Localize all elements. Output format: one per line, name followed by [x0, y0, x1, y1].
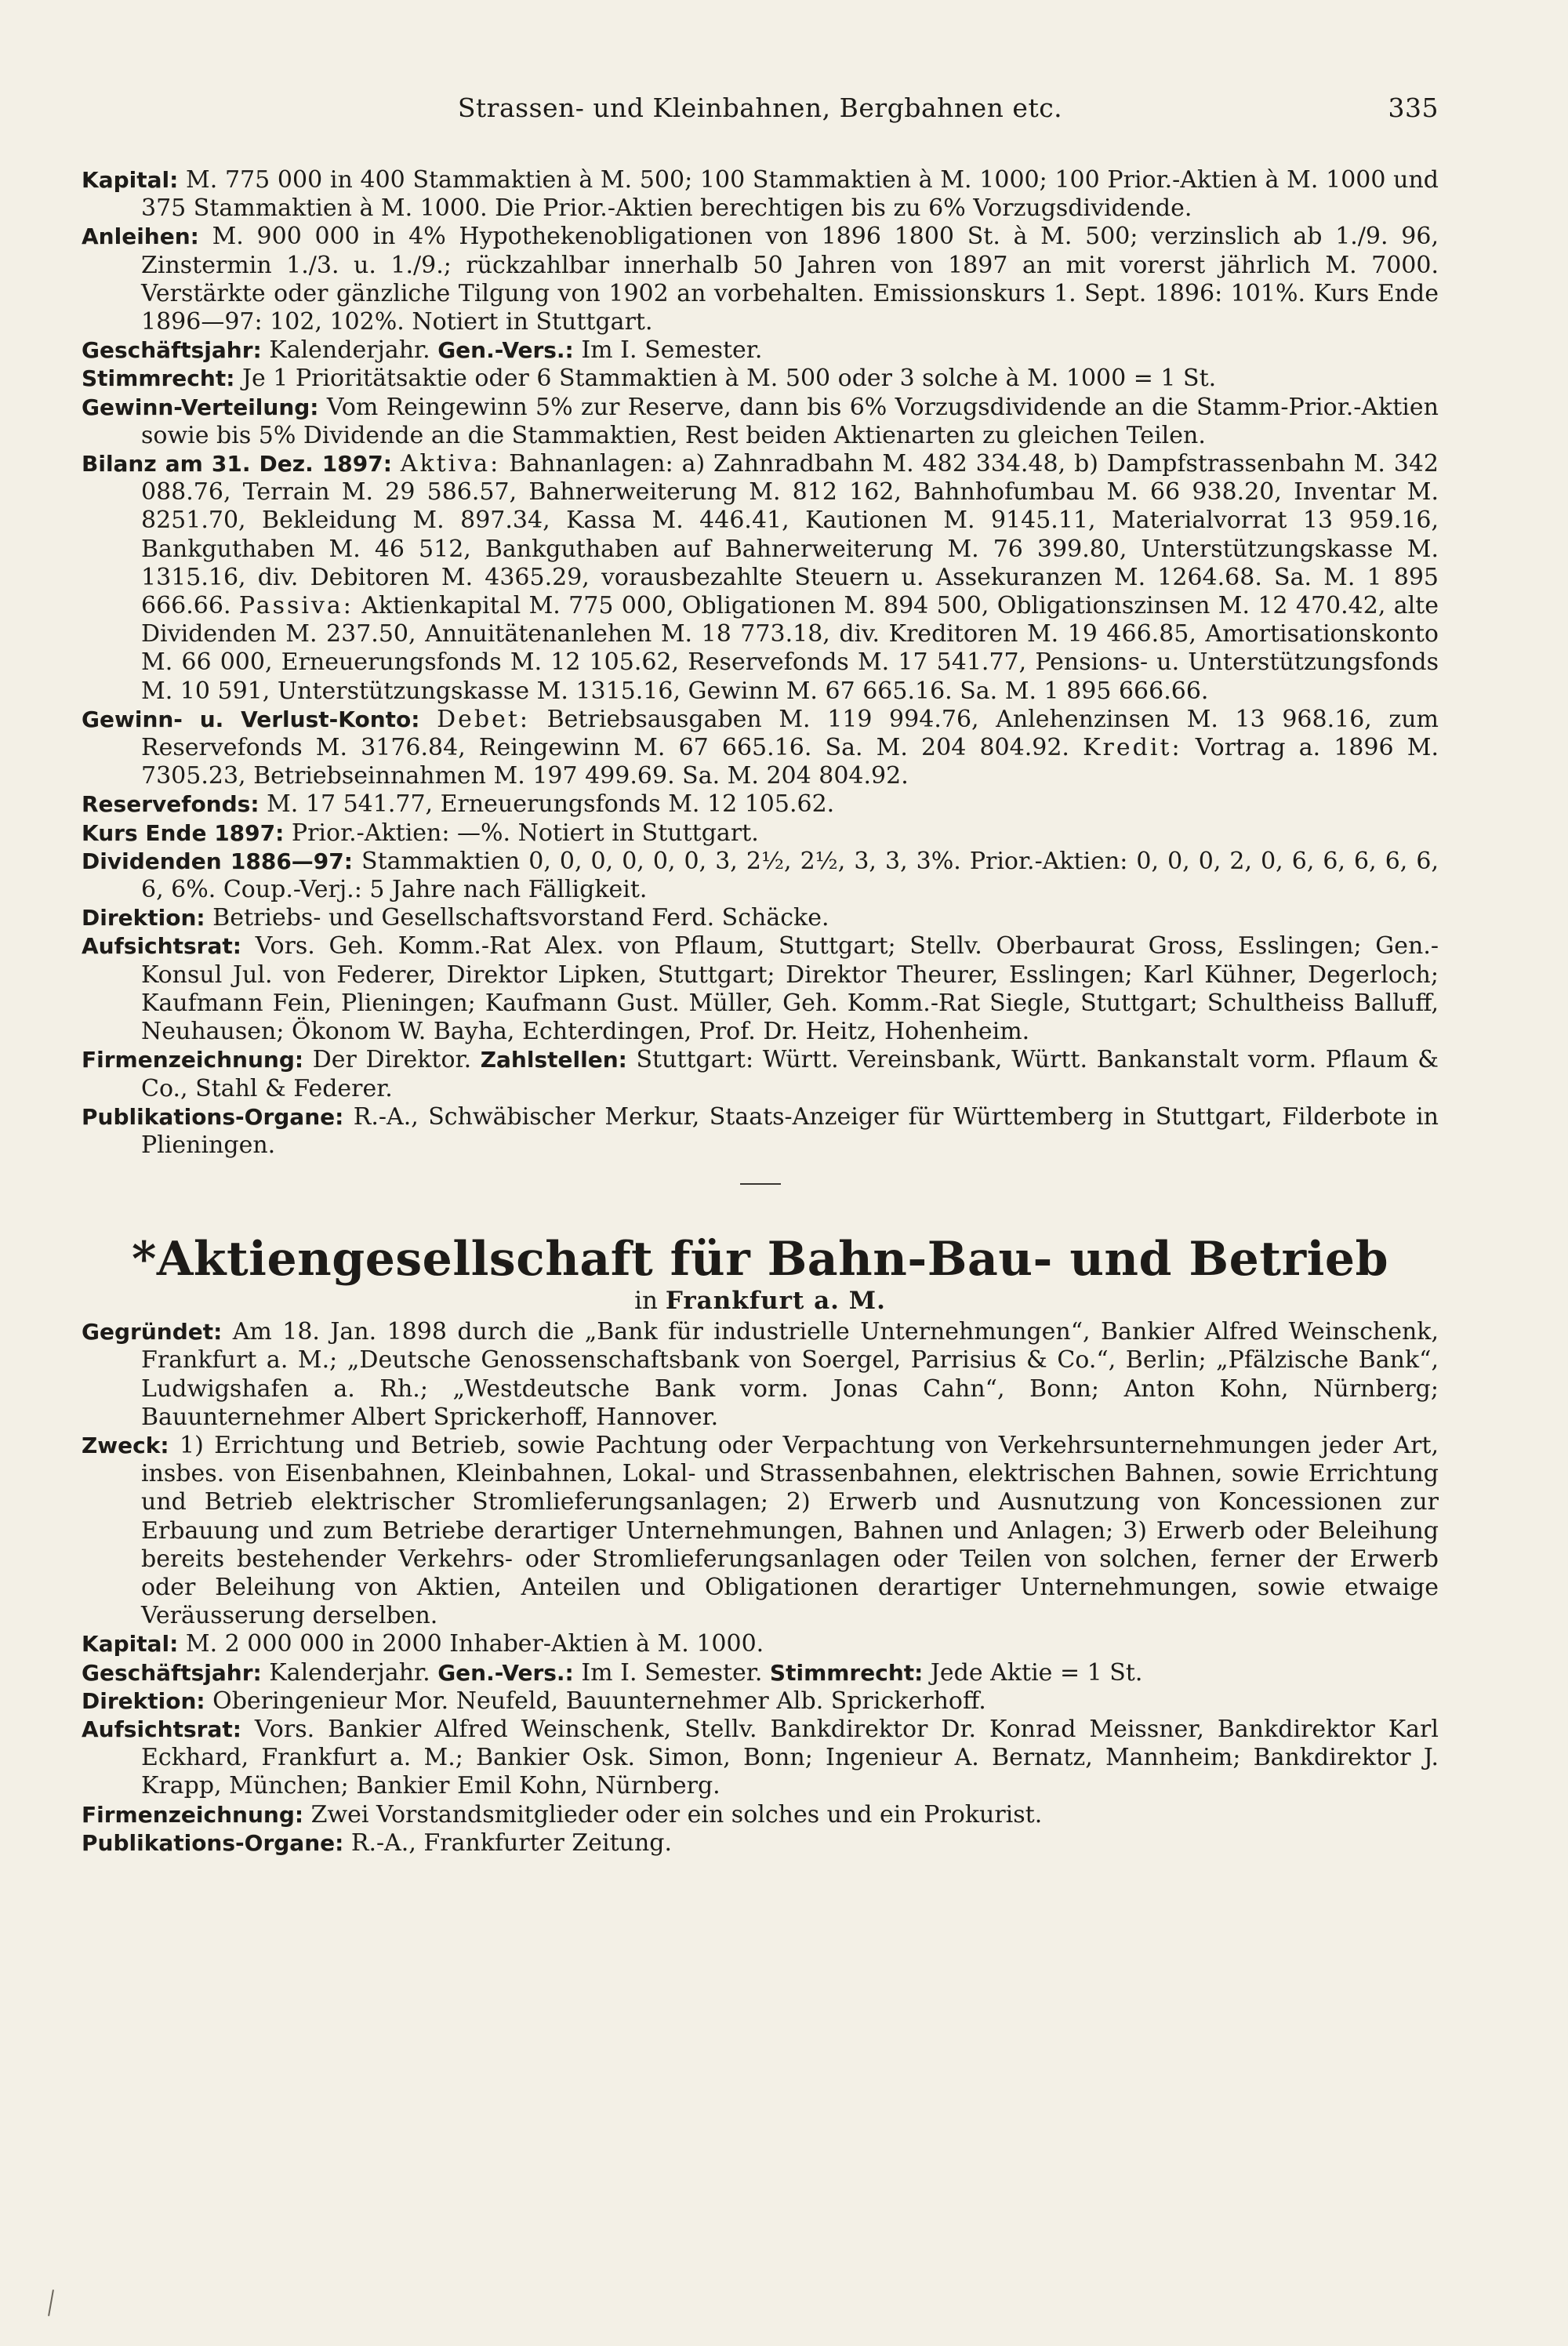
section-divider: [740, 1183, 781, 1185]
company-title: *Aktiengesellschaft für Bahn-Bau- und Betrieb: [131, 1232, 1389, 1287]
entry-label-2: Gen.-Vers.:: [437, 337, 574, 364]
entry-label: Bilanz am 31. Dez. 1897:: [82, 451, 392, 478]
entry-text: M. 775 000 in 400 Stammaktien à M. 500; 100 Stammaktien à M. 1000; 100 Prior.-Aktien à M. 1000 und 375 Stammaktien à M. 1000. Die Prior.-Aktien berechtigen bis zu 6% Vorzugsdividende.: [141, 166, 1439, 223]
entry-dividenden: [82, 848, 1439, 904]
entry-text: M. 17 541.77, Erneuerungsfonds M. 12 105.62.: [267, 790, 835, 819]
aktiva-label: Aktiva:: [400, 450, 501, 478]
entry-publikations-organe: [82, 1829, 1439, 1858]
entry-text: Vom Reingewinn 5% zur Reserve, dann bis 6% Vorzugsdividende an die Stamm-Prior.-Aktien sowie bis 5% Dividende an die Stammaktien, Rest beiden Aktienarten zu gleichen Teilen.: [141, 393, 1439, 449]
entry-label-3: Stimmrecht:: [769, 1659, 924, 1686]
entry-kapital: [82, 166, 1439, 223]
entry-publikations-organe: [82, 1103, 1439, 1160]
entry-text: R.-A., Schwäbischer Merkur, Staats-Anzeiger für Württemberg in Stuttgart, Filderbote in Plieningen.: [141, 1102, 1439, 1159]
entry-text: 1) Errichtung und Betrieb, sowie Pachtung oder Verpachtung von Verkehrsunternehmungen jeder Art, insbes. von Eisenbahnen, Kleinbahnen, Lokal- und Strassenbahnen, elektrischen Bahnen, sowie Errichtung und Betrieb elektrischer Stromlieferungsanlagen; 2) Erwerb und Ausnutzung von Koncessionen zur Erbauung und zum Betriebe derartiger Unternehmungen, Bahnen und Anlagen; 3) Erwerb oder Beleihung bereits bestehender Verkehrs- oder Stromlieferungsanlagen oder Teilen von solchen, ferner der Erwerb oder Beleihung von Aktien, Anteilen und Obligationen derartiger Unternehmungen, sowie etwaige Veräusserung derselben.: [141, 1431, 1439, 1630]
entry-label: Direktion:: [82, 1687, 205, 1714]
entry-label: Geschäftsjahr:: [82, 337, 262, 364]
entry-text: R.-A., Frankfurter Zeitung.: [350, 1828, 673, 1857]
entry-gegruendet: [82, 1318, 1439, 1432]
entry-text: Am 18. Jan. 1898 durch die „Bank für industrielle Unternehmungen“, Bankier Alfred Weinschenk, Frankfurt a. M.; „Deutsche Genossenschaftsbank von Soergel, Parrisius & Co.“, Berlin; „Pfälzische Bank“, Ludwigshafen a. Rh.; „Westdeutsche Bank vorm. Jonas Cahn“, Bonn; Anton Kohn, Nürnberg; Bauunternehmer Albert Sprickerhoff, Hannover.: [141, 1318, 1439, 1431]
margin-mark: [48, 2290, 54, 2316]
entry-label: Kurs Ende 1897:: [82, 819, 285, 846]
entry-text: M. 900 000 in 4% Hypothekenobligationen von 1896 1800 St. à M. 500; verzinslich ab 1./9. 96, Zinstermin 1./3. u. 1./9.; rückzahlbar innerhalb 50 Jahren von 1897 an mit vorerst jährlich M. 7000. Verstärkte oder gänzliche Tilgung von 1902 an vorbehalten. Emissionskurs 1. Sept. 1896: 101%. Kurs Ende 1896—97: 102, 102%. Notiert in Stuttgart.: [141, 223, 1439, 336]
entry-kapital: [82, 1630, 1439, 1658]
entry-label: Firmenzeichnung:: [82, 1047, 304, 1073]
entry-label: Direktion:: [82, 905, 205, 932]
debet-label: Debet:: [437, 705, 531, 733]
entry-text: Vors. Bankier Alfred Weinschenk, Stellv. Bankdirektor Dr. Konrad Meissner, Bankdirektor Karl Eckhard, Frankfurt a. M.; Bankier Osk. Simon, Bonn; Ingenieur A. Bernatz, Mannheim; Bankdirektor J. Krapp, München; Bankier Emil Kohn, Nürnberg.: [141, 1715, 1439, 1800]
entry-label: Aufsichtsrat:: [82, 1716, 241, 1742]
entry-aufsichtsrat: [82, 932, 1439, 1046]
entry-label: Gewinn-Verteilung:: [82, 394, 319, 420]
entry-label: Dividenden 1886—97:: [82, 848, 353, 874]
section-previous-company: [82, 166, 1439, 1160]
entry-label: Anleihen:: [82, 223, 199, 250]
running-title: Strassen- und Kleinbahnen, Bergbahnen etc.: [457, 93, 1063, 123]
entry-label: Reservefonds:: [82, 791, 260, 818]
entry-text: Prior.-Aktien: —%. Notiert in Stuttgart.: [291, 819, 759, 847]
entry-text: Kalenderjahr.: [269, 1658, 430, 1687]
entry-bilanz: [82, 450, 1439, 706]
entry-text: Der Direktor.: [312, 1046, 472, 1074]
entry-geschaeftsjahr: [82, 1659, 1439, 1687]
entry-label: Publikations-Organe:: [82, 1103, 344, 1130]
entry-stimmrecht: [82, 365, 1439, 393]
entry-anleihen: [82, 223, 1439, 336]
entry-label-2: Zahlstellen:: [480, 1047, 627, 1073]
entry-label: Gegründet:: [82, 1319, 223, 1346]
entry-text-2: Vortrag a. 1896 M. 7305.23, Betriebseinnahmen M. 197 499.69. Sa. M. 204 804.92.: [141, 734, 1439, 790]
entry-label: Zweck:: [82, 1432, 169, 1458]
running-header: [82, 93, 1439, 132]
entry-firmenzeichnung: [82, 1801, 1439, 1829]
passiva-label: Passiva:: [238, 592, 354, 620]
entry-direktion: [82, 904, 1439, 932]
entry-label: Stimmrecht:: [82, 365, 235, 392]
company-location: [82, 1285, 1439, 1316]
entry-text-3: Jede Aktie = 1 St.: [930, 1658, 1143, 1687]
entry-text: Betriebs- und Gesellschaftsvorstand Ferd. Schäcke.: [212, 904, 829, 932]
section-company-entries: [82, 1318, 1439, 1858]
entry-text: Zwei Vorstandsmitglieder oder ein solches und ein Prokurist.: [310, 1800, 1043, 1828]
entry-text-2: Aktienkapital M. 775 000, Obligationen M. 894 500, Obligationszinsen M. 12 470.42, alte Dividenden M. 237.50, Annuitätenanlehen M. 18 773.18, div. Kreditoren M. 19 466.85, Amortisationskonto M. 66 000, Erneuerungsfonds M. 12 105.62, Reservefonds M. 17 541.77, Pensions- u. Unterstützungsfonds M. 10 591, Unterstützungskasse M. 1315.16, Gewinn M. 67 665.16. Sa. M. 1 895 666.66.: [141, 592, 1439, 705]
entry-text: M. 2 000 000 in 2000 Inhaber-Aktien à M. 1000.: [185, 1630, 764, 1658]
entry-gewinn-verteilung: [82, 394, 1439, 450]
entry-geschaeftsjahr: [82, 336, 1439, 365]
entry-label: Kapital:: [82, 1631, 179, 1658]
entry-reservefonds: [82, 790, 1439, 819]
entry-label: Gewinn- u. Verlust-Konto:: [82, 706, 420, 732]
entry-text: Betriebsausgaben M. 119 994.76, Anlehenzinsen M. 13 968.16, zum Reservefonds M. 3176.84, Reingewinn M. 67 665.16. Sa. M. 204 804.92.: [141, 705, 1439, 762]
entry-label-2: Gen.-Vers.:: [437, 1659, 574, 1686]
entry-gewinn-verlust-konto: [82, 706, 1439, 791]
page-number: 335: [1388, 93, 1439, 123]
location-prefix: in: [634, 1287, 659, 1316]
entry-text: Kalenderjahr.: [269, 336, 430, 365]
entry-text-2: Im I. Semester.: [581, 1658, 763, 1687]
entry-label: Firmenzeichnung:: [82, 1801, 304, 1828]
entry-text-2: Stuttgart: Württ. Vereinsbank, Württ. Bankanstalt vorm. Pflaum & Co., Stahl & Federer.: [141, 1046, 1439, 1102]
entry-firmenzeichnung: [82, 1046, 1439, 1102]
entry-label: Publikations-Organe:: [82, 1829, 344, 1856]
location-city: Frankfurt a. M.: [665, 1287, 886, 1316]
entry-label: Aufsichtsrat:: [82, 933, 241, 960]
kredit-label: Kredit:: [1083, 734, 1182, 762]
entry-text: Bahnanlagen: a) Zahnradbahn M. 482 334.48, b) Dampfstrassenbahn M. 342 088.76, Terrain M. 29 586.57, Bahnerweiterung M. 812 162, Bahnhofumbau M. 66 938.20, Inventar M. 8251.70, Bekleidung M. 897.34, Kassa M. 446.41, Kautionen M. 9145.11, Materialvorrat 13 959.16, Bankguthaben M. 46 512, Bankguthaben auf Bahnerweiterung M. 76 399.80, Unterstützungskasse M. 1315.16, div. Debitoren M. 4365.29, vorausbezahlte Steuern u. Assekuranzen M. 1264.68. Sa. M. 1 895 666.66.: [141, 450, 1439, 620]
entry-zweck: [82, 1432, 1439, 1630]
entry-text: Oberingenieur Mor. Neufeld, Bauunternehmer Alb. Sprickerhoff.: [212, 1687, 986, 1715]
entry-text: Je 1 Prioritätsaktie oder 6 Stammaktien à M. 500 oder 3 solche à M. 1000 = 1 St.: [241, 365, 1217, 393]
entry-label: Geschäftsjahr:: [82, 1659, 262, 1686]
entry-text: Vors. Geh. Komm.-Rat Alex. von Pflaum, Stuttgart; Stellv. Oberbaurat Gross, Esslingen; Gen.-Konsul Jul. von Federer, Direktor Lipken, Stuttgart; Direktor Theurer, Esslingen; Karl Kühner, Degerloch; Kaufmann Fein, Plieningen; Kaufmann Gust. Müller, Geh. Komm.-Rat Siegle, Stuttgart; Schultheiss Balluff, Neuhausen; Ökonom W. Bayha, Echterdingen, Prof. Dr. Heitz, Hohenheim.: [141, 932, 1439, 1046]
entry-label: Kapital:: [82, 167, 179, 193]
entry-kurs: [82, 819, 1439, 848]
entry-text: Stammaktien 0, 0, 0, 0, 0, 0, 3, 2½, 2½, 3, 3, 3%. Prior.-Aktien: 0, 0, 0, 2, 0, 6, 6, 6, 6, 6, 6, 6%. Coup.-Verj.: 5 Jahre nach Fälligkeit.: [141, 847, 1439, 904]
entry-aufsichtsrat: [82, 1716, 1439, 1801]
entry-direktion: [82, 1687, 1439, 1716]
entry-text-2: Im I. Semester.: [581, 336, 763, 365]
